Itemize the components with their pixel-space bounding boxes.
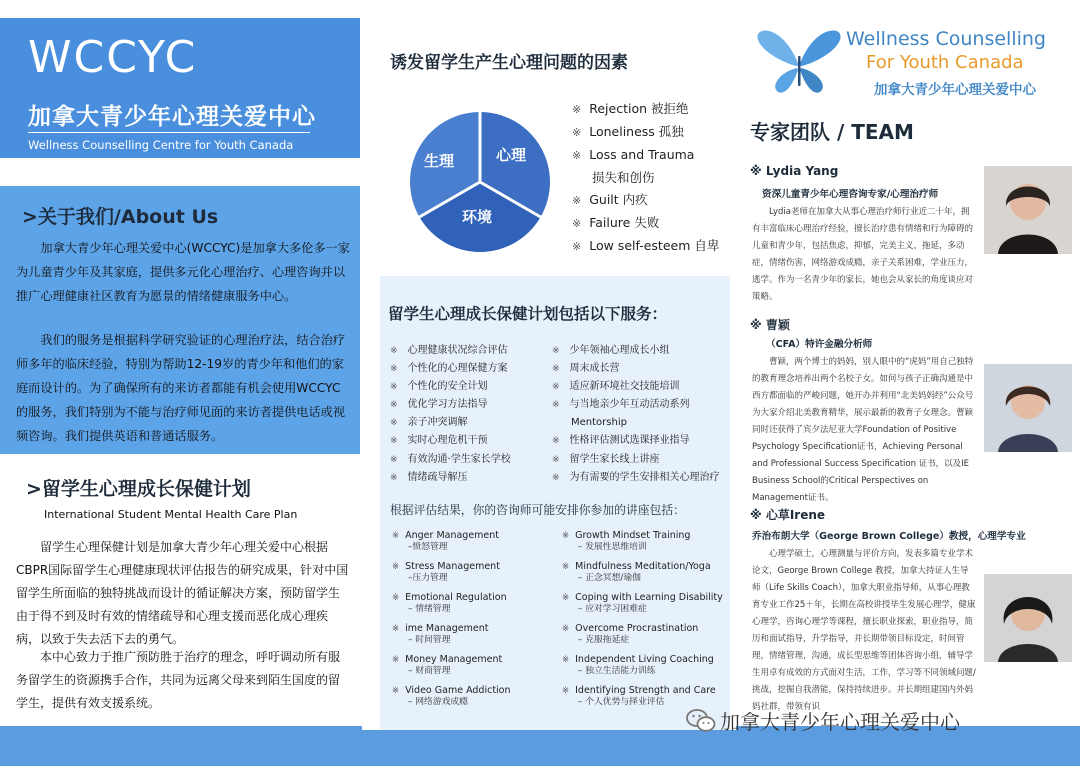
wechat-icon bbox=[686, 708, 716, 734]
brand-divider bbox=[28, 132, 310, 133]
list-item: ※ Independent Living Coaching – 独立生活能力训练 bbox=[562, 654, 714, 676]
lectures-list-left bbox=[392, 530, 552, 716]
list-item: ※ 实时心理危机干预 bbox=[390, 435, 488, 447]
list-item: ※ 与当地亲少年互动活动系列 bbox=[552, 399, 690, 411]
list-item: ※ Growth Mindset Training – 发展性思维培训 bbox=[562, 530, 691, 552]
lectures-list-right bbox=[562, 530, 732, 716]
services-title: 留学生心理成长保健计划包括以下服务： bbox=[388, 305, 668, 323]
list-item: ※ Emotional Regulation – 情绪管理 bbox=[392, 592, 507, 614]
brand-header bbox=[0, 18, 360, 158]
list-item: Mentorship bbox=[571, 417, 627, 429]
member-name-cao: ※ 曹颖 bbox=[750, 318, 790, 332]
list-item: ※ 个性化的安全计划 bbox=[390, 381, 488, 393]
list-item: ※ Overcome Procrastination – 克服拖延症 bbox=[562, 623, 699, 645]
brand-name-en: Wellness Counselling Centre for Youth Canada bbox=[28, 138, 294, 152]
list-item: ※ Guilt 内疚 bbox=[572, 192, 648, 207]
lectures-title: 根据评估结果，你的咨询师可能安排你参加的讲座包括： bbox=[390, 503, 685, 517]
list-item: ※ Money Management – 财商管理 bbox=[392, 654, 503, 676]
list-item: ※ 少年领袖心理成长小组 bbox=[552, 345, 670, 356]
list-item: ※ Low self-esteem 自卑 bbox=[572, 238, 720, 253]
plan-paragraph-1: 留学生心理保健计划是加拿大青少年心理关爱中心根据CBPR国际留学生心理健康现状评估报告的研究成果，针对中国留学生所面临的独特挑战而设计的循证解决方案，预防留学生由于得不到及时有效的情绪疏导和心理支援而恶化成心理疾病，以致于失去活下去的勇气。 bbox=[16, 540, 349, 646]
plan-paragraph-2: 本中心致力于推广预防胜于治疗的理念，呼吁调动所有服务留学生的资源携手合作，共同为远离父母来到陌生国度的留学生，提供有效支援系统。 bbox=[16, 650, 341, 710]
list-item: ※ 留学生家长线上讲座 bbox=[552, 453, 660, 465]
list-item: ※ Loss and Trauma bbox=[572, 147, 695, 162]
pie-label-environment: 环境 bbox=[462, 208, 493, 226]
list-item: ※ 有效沟通·学生家长学校 bbox=[390, 453, 511, 465]
about-title: >关于我们/About Us bbox=[22, 206, 219, 228]
list-item: ※ Anger Management –愤怒管理 bbox=[392, 530, 500, 552]
list-item: ※ Video Game Addiction – 网络游戏成瘾 bbox=[392, 685, 511, 707]
pie-label-psychological: 心理 bbox=[496, 146, 527, 164]
list-item: ※ 情绪疏导解压 bbox=[390, 471, 468, 483]
brand-abbreviation: WCCYC bbox=[28, 32, 198, 83]
list-item: ※ 心理健康状况综合评估 bbox=[390, 345, 508, 356]
list-item: ※ 适应新环境社交技能培训 bbox=[552, 381, 680, 393]
list-item: ※ 优化学习方法指导 bbox=[390, 399, 488, 411]
member-bio-irene: 心理学硕士，心理测量与评价方向，发表多篇专业学术论文，George Brown College 教授，加拿大持证人生导师（Life Skills Coach），加拿大职业指导师，从事心理教育专业工作25＋年，长期在高校讲授毕生发展心理学，健康心理学，咨询心理学等课程，擅长职业探索，职业指导，简历和面试指导，升学指导，并长期带领目标设定，时间管理，情绪管理，沟通，成长型思维等团体咨询小组，辅导学生用卓有成效的方式面对生活，工作，学习等不同领域问题/挑战，挖掘自我潜能，保持持续进步。并长期组建国内外妈妈社群，带领有识 bbox=[752, 549, 976, 712]
plan-subtitle-en: International Student Mental Health Care Plan bbox=[44, 508, 298, 521]
factors-list bbox=[572, 98, 732, 258]
services-list-right bbox=[552, 342, 732, 487]
list-item: ※ 性格评估测试选课择业指导 bbox=[552, 435, 690, 447]
list-item: 损失和创伤 bbox=[592, 170, 655, 185]
list-item: ※ Identifying Strength and Care – 个人优势与择业评估 bbox=[562, 685, 716, 707]
footer-band-middle bbox=[362, 730, 736, 766]
factors-pie-diagram bbox=[410, 112, 550, 252]
list-item: ※ ime Management – 时间管理 bbox=[392, 623, 489, 645]
list-item: ※ 亲子冲突调解 bbox=[390, 417, 468, 429]
team-title: 专家团队 / TEAM bbox=[750, 120, 914, 144]
plan-title: >留学生心理成长保健计划 bbox=[26, 478, 251, 500]
factors-title: 诱发留学生产生心理问题的因素 bbox=[390, 53, 628, 73]
member-name-lydia: ※ Lydia Yang bbox=[750, 164, 839, 178]
avatar-lydia bbox=[984, 166, 1072, 254]
list-item: ※ Mindfulness Meditation/Yoga – 正念冥想/瑜伽 bbox=[562, 561, 711, 583]
brand-name-cn: 加拿大青少年心理关爱中心 bbox=[28, 104, 316, 130]
list-item: ※ 为有需要的学生安排相关心理治疗 bbox=[552, 471, 720, 483]
about-paragraph-1: 加拿大青少年心理关爱中心(WCCYC)是加拿大多伦多一家为儿童青少年及其家庭，提供多元化心理治疗、心理咨询并以推广心理健康社区教育为愿景的情绪健康服务中心。 bbox=[16, 241, 350, 303]
avatar-cao bbox=[984, 364, 1072, 452]
member-role-lydia: 资深儿童青少年心理咨询专家/心理治疗师 bbox=[762, 189, 939, 200]
member-name-irene: ※ 心草Irene bbox=[750, 508, 826, 522]
footer-account-name: 加拿大青少年心理关爱中心 bbox=[720, 710, 960, 734]
avatar-irene bbox=[984, 574, 1072, 662]
list-item: ※ Stress Management –压力管理 bbox=[392, 561, 500, 583]
member-bio-cao: 曹颖，两个博士的妈妈，别人眼中的“虎妈”用自己独特的教育理念培养出两个名校子女。如何与孩子正确沟通是中西方都面临的严峻问题，她开办并利用“北美妈妈经”公众号为大家介绍北美教育精华，展示最新的教育子女理念。曹颖同时还获得了宾夕法尼亚大学Foundation of Positive Psychology Specification证书，Achieving Personal and Professional Success Specification 证书，以及IE Business School的Critical Perspectives on Management证书。 bbox=[752, 357, 974, 503]
list-item: ※ Loneliness 孤独 bbox=[572, 124, 684, 139]
list-item: ※ Coping with Learning Disability – 应对学习困难症 bbox=[562, 592, 723, 614]
list-item: ※ Rejection 被拒绝 bbox=[572, 101, 689, 116]
list-item: ※ Failure 失败 bbox=[572, 215, 660, 230]
footer-band-left bbox=[0, 726, 362, 766]
pie-label-physical: 生理 bbox=[424, 152, 455, 170]
list-item: ※ 个性化的心理保健方案 bbox=[390, 363, 508, 375]
member-role-cao: （CFA）特许金融分析师 bbox=[766, 339, 873, 350]
logo-text-line-1: Wellness Counselling bbox=[846, 28, 1046, 50]
list-item: ※ 周末成长营 bbox=[552, 363, 620, 375]
member-role-irene: 乔治布朗大学（George Brown College）教授，心理学专业 bbox=[752, 531, 1026, 542]
about-paragraph-2: 我们的服务是根据科学研究验证的心理治疗法，结合治疗师多年的临床经验，特别为帮助12-19岁的青少年和他们的家庭而设计的。为了确保所有的来访者都能有机会使用WCCYC的服务，我们特别为不能与治疗师见面的来访者提供电话或视频咨询。我们提供英语和普通话服务。 bbox=[16, 333, 346, 443]
butterfly-logo-icon bbox=[756, 26, 842, 96]
services-list-left bbox=[390, 342, 560, 487]
member-bio-lydia: Lydia老师在加拿大从事心理治疗师行业近二十年，拥有丰富临床心理治疗经验，擅长治疗患有情绪和行为障碍的儿童和青少年，包括焦虑，抑郁，完美主义，拖延，多动症，情绪伤害，网络游戏成瘾，亲子关系困难，学业压力，逃学。作为一名青少年的家长，她也会从家长的角度谈应对策略。 bbox=[752, 207, 974, 302]
logo-text-line-3: 加拿大青少年心理关爱中心 bbox=[874, 82, 1036, 98]
logo-text-line-2: For Youth Canada bbox=[866, 52, 1024, 73]
